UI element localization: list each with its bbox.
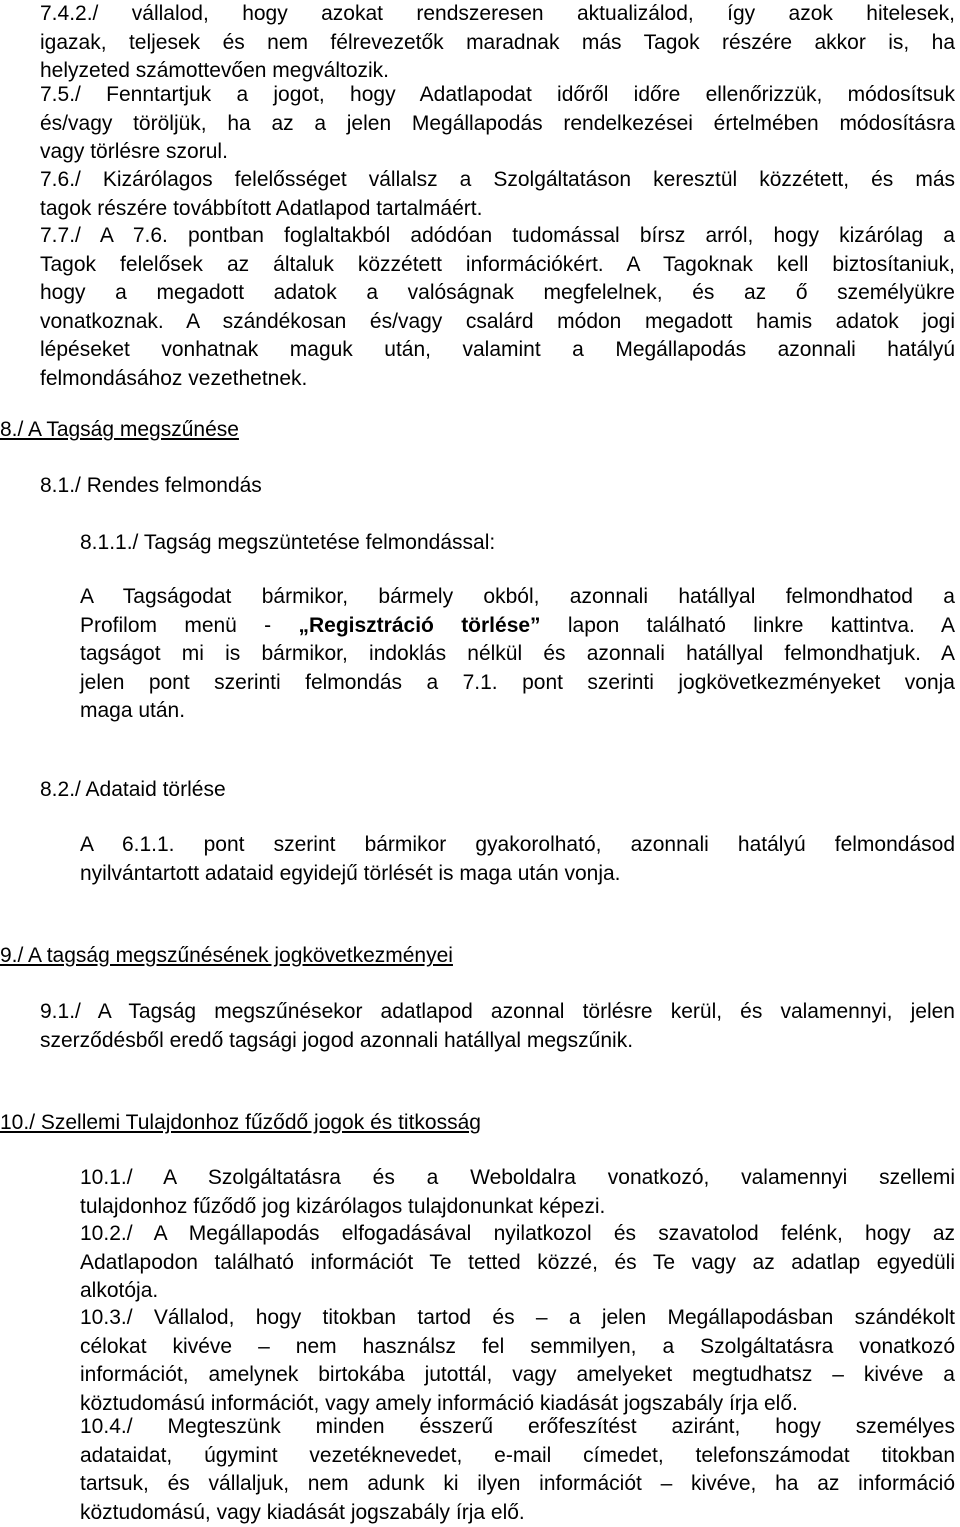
text-line: tartsuk, és vállaljuk, nem adunk ki ilyen információt – kivéve, ha az információ bbox=[80, 1470, 955, 1499]
text-line: információt, amelynek birtokába jutottál, vagy amelyeket megtudhatsz – kivéve a bbox=[80, 1361, 955, 1390]
section-heading-9: 9./ A tagság megszűnésének jogkövetkezményei bbox=[0, 942, 453, 970]
subsection-heading-8-2: 8.2./ Adataid törlése bbox=[40, 776, 226, 804]
text-line: tagságot mi is bármikor, indoklás nélkül és azonnali hatállyal felmondhatjuk. A bbox=[80, 640, 955, 669]
text-segment: Profilom menü - bbox=[80, 614, 299, 637]
text-line: köztudomású információt, vagy amely információ kiadását jogszabály írja elő. bbox=[80, 1390, 955, 1419]
text-line: célokat kivéve – nem használsz fel semmilyen, a Szolgáltatásra vonatkozó bbox=[80, 1333, 955, 1362]
paragraph-10-4 bbox=[80, 1413, 955, 1527]
paragraph-8-2 bbox=[80, 831, 955, 888]
text-line: 7.4.2./ vállalod, hogy azokat rendszeresen aktualizálod, így azok hitelesek, bbox=[40, 0, 955, 29]
paragraph-10-3 bbox=[80, 1304, 955, 1418]
section-heading-10: 10./ Szellemi Tulajdonhoz fűződő jogok és titkosság bbox=[0, 1109, 481, 1137]
text-line: 7.5./ Fenntartjuk a jogot, hogy Adatlapodat időről időre ellenőrizzük, módosítsuk bbox=[40, 81, 955, 110]
text-line: 10.3./ Vállalod, hogy titokban tartod és – a jelen Megállapodásban szándékolt bbox=[80, 1304, 955, 1333]
text-line: 10.1./ A Szolgáltatásra és a Weboldalra vonatkozó, valamennyi szellemi bbox=[80, 1164, 955, 1193]
text-line: és/vagy töröljük, ha az a jelen Megállapodás rendelkezései értelmében módosításra bbox=[40, 110, 955, 139]
text-line: jelen pont szerinti felmondás a 7.1. pont szerinti jogkövetkezményeket vonja bbox=[80, 669, 955, 698]
text-line: adataidat, úgymint vezetéknevedet, e-mail címedet, telefonszámodat titokban bbox=[80, 1442, 955, 1471]
text-line: A 6.1.1. pont szerint bármikor gyakorolható, azonnali hatályú felmondásod bbox=[80, 831, 955, 860]
text-line: maga után. bbox=[80, 697, 955, 726]
text-line: nyilvántartott adataid egyidejű törlését is maga után vonja. bbox=[80, 860, 955, 889]
text-line: hogy a megadott adatok a valóságnak megfelelnek, és az ő személyükre bbox=[40, 279, 955, 308]
text-line bbox=[80, 612, 955, 641]
paragraph-10-1 bbox=[80, 1164, 955, 1221]
text-segment: lapon található linkre kattintva. A bbox=[541, 614, 955, 637]
text-line: 7.7./ A 7.6. pontban foglaltakból adódóan tudomással bírsz arról, hogy kizárólag a bbox=[40, 222, 955, 251]
text-line: vonatkoznak. A szándékosan és/vagy csalárd módon megadott hamis adatok jogi bbox=[40, 308, 955, 337]
text-line: alkotója. bbox=[80, 1277, 955, 1306]
paragraph-7-5 bbox=[40, 81, 955, 167]
text-line: 7.6./ Kizárólagos felelősséget vállalsz a Szolgáltatáson keresztül közzétett, és más bbox=[40, 166, 955, 195]
subsection-heading-8-1-1: 8.1.1./ Tagság megszüntetése felmondással: bbox=[80, 529, 495, 557]
text-line: tulajdonhoz fűződő jog kizárólagos tulajdonunkat képezi. bbox=[80, 1193, 955, 1222]
text-line: szerződésből eredő tagsági jogod azonnali hatállyal megszűnik. bbox=[40, 1027, 955, 1056]
text-line: A Tagságodat bármikor, bármely okból, azonnali hatállyal felmondhatod a bbox=[80, 583, 955, 612]
text-line: Adatlapodon található információt Te tetted közzé, és Te vagy az adatlap egyedüli bbox=[80, 1249, 955, 1278]
paragraph-10-2 bbox=[80, 1220, 955, 1306]
paragraph-8-1-1 bbox=[80, 583, 955, 726]
text-line: igazak, teljesek és nem félrevezetők maradnak más Tagok részére akkor is, ha bbox=[40, 29, 955, 58]
paragraph-7-4-2 bbox=[40, 0, 955, 86]
text-line: tagok részére továbbított Adatlapod tartalmáért. bbox=[40, 195, 955, 224]
text-line: Tagok felelősek az általuk közzétett információkért. A Tagoknak kell biztosítaniuk, bbox=[40, 251, 955, 280]
text-line: 9.1./ A Tagság megszűnésekor adatlapod azonnal törlésre kerül, és valamennyi, jelen bbox=[40, 998, 955, 1027]
text-line: 10.4./ Megteszünk minden ésszerű erőfeszítést aziránt, hogy személyes bbox=[80, 1413, 955, 1442]
text-line: lépéseket vonhatnak maguk után, valamint a Megállapodás azonnali hatályú bbox=[40, 336, 955, 365]
paragraph-7-6 bbox=[40, 166, 955, 223]
text-line: 10.2./ A Megállapodás elfogadásával nyilatkozol és szavatolod felénk, hogy az bbox=[80, 1220, 955, 1249]
text-line: köztudomású, vagy kiadását jogszabály írja elő. bbox=[80, 1499, 955, 1527]
section-heading-8: 8./ A Tagság megszűnése bbox=[0, 416, 239, 444]
registration-delete-link-text: „Regisztráció törlése” bbox=[299, 614, 541, 637]
text-line: felmondásához vezethetnek. bbox=[40, 365, 955, 394]
subsection-heading-8-1: 8.1./ Rendes felmondás bbox=[40, 472, 262, 500]
text-line: vagy törlésre szorul. bbox=[40, 138, 955, 167]
paragraph-7-7 bbox=[40, 222, 955, 393]
paragraph-9-1 bbox=[40, 998, 955, 1055]
text-line: helyzeted számottevően megváltozik. bbox=[40, 57, 955, 86]
